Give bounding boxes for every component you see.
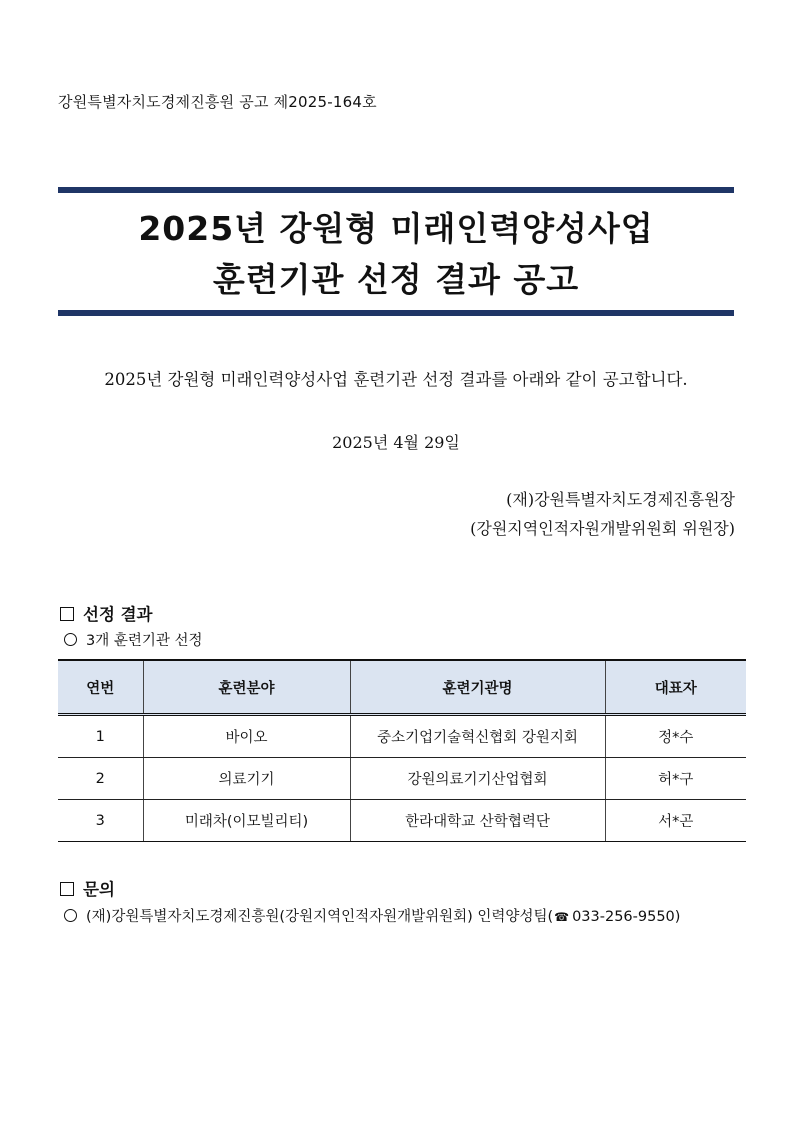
column-header-field: 훈련분야 <box>143 660 350 715</box>
issuer-title: (강원지역인적자원개발위원회 위원장) <box>470 519 735 538</box>
circle-bullet-icon <box>64 633 77 646</box>
section-heading-result <box>60 601 153 625</box>
phone-icon: ☎ <box>554 910 570 924</box>
intro-text: 2025년 강원형 미래인력양성사업 훈련기관 선정 결과를 아래와 같이 공고합니다. <box>104 370 688 389</box>
column-header-representative: 대표자 <box>605 660 746 715</box>
section-heading-inquiry <box>60 876 115 900</box>
cell-number: 2 <box>58 758 143 800</box>
section-heading-label: 문의 <box>83 880 115 899</box>
cell-number: 1 <box>58 715 143 758</box>
cell-representative: 서*곤 <box>605 800 746 842</box>
notice-number: 강원특별자치도경제진흥원 공고 제2025-164호 <box>58 93 377 111</box>
result-summary-text: 3개 훈련기관 선정 <box>86 633 203 649</box>
title-bottom-bar <box>58 310 734 316</box>
table-row <box>58 715 746 758</box>
page-title-line-1: 2025년 강원형 미래인력양성사업 <box>138 209 654 248</box>
square-bullet-icon <box>60 882 74 896</box>
result-table <box>58 659 746 842</box>
cell-field: 의료기기 <box>143 758 350 800</box>
cell-institution: 강원의료기기산업협회 <box>350 758 605 800</box>
cell-institution: 중소기업기술혁신협회 강원지회 <box>350 715 605 758</box>
column-header-institution: 훈련기관명 <box>350 660 605 715</box>
cell-representative: 정*수 <box>605 715 746 758</box>
cell-institution: 한라대학교 산학협력단 <box>350 800 605 842</box>
cell-representative: 허*구 <box>605 758 746 800</box>
contact-phone: 033-256-9550 <box>572 909 675 925</box>
section-heading-label: 선정 결과 <box>83 605 153 624</box>
contact-suffix: ) <box>674 909 681 925</box>
square-bullet-icon <box>60 607 74 621</box>
table-row <box>58 758 746 800</box>
result-summary <box>64 629 203 650</box>
contact-org: (재)강원특별자치도경제진흥원(강원지역인적자원개발위원회) 인력양성팀( <box>86 909 554 925</box>
cell-number: 3 <box>58 800 143 842</box>
notice-date: 2025년 4월 29일 <box>332 433 460 452</box>
column-header-number: 연번 <box>58 660 143 715</box>
page-title-line-2: 훈련기관 선정 결과 공고 <box>212 260 580 299</box>
table-header-row <box>58 660 746 715</box>
circle-bullet-icon <box>64 909 77 922</box>
cell-field: 미래차(이모빌리티) <box>143 800 350 842</box>
title-top-bar <box>58 187 734 193</box>
contact-line <box>64 905 680 926</box>
issuer-name: (재)강원특별자치도경제진흥원장 <box>506 490 735 509</box>
cell-field: 바이오 <box>143 715 350 758</box>
table-row <box>58 800 746 842</box>
